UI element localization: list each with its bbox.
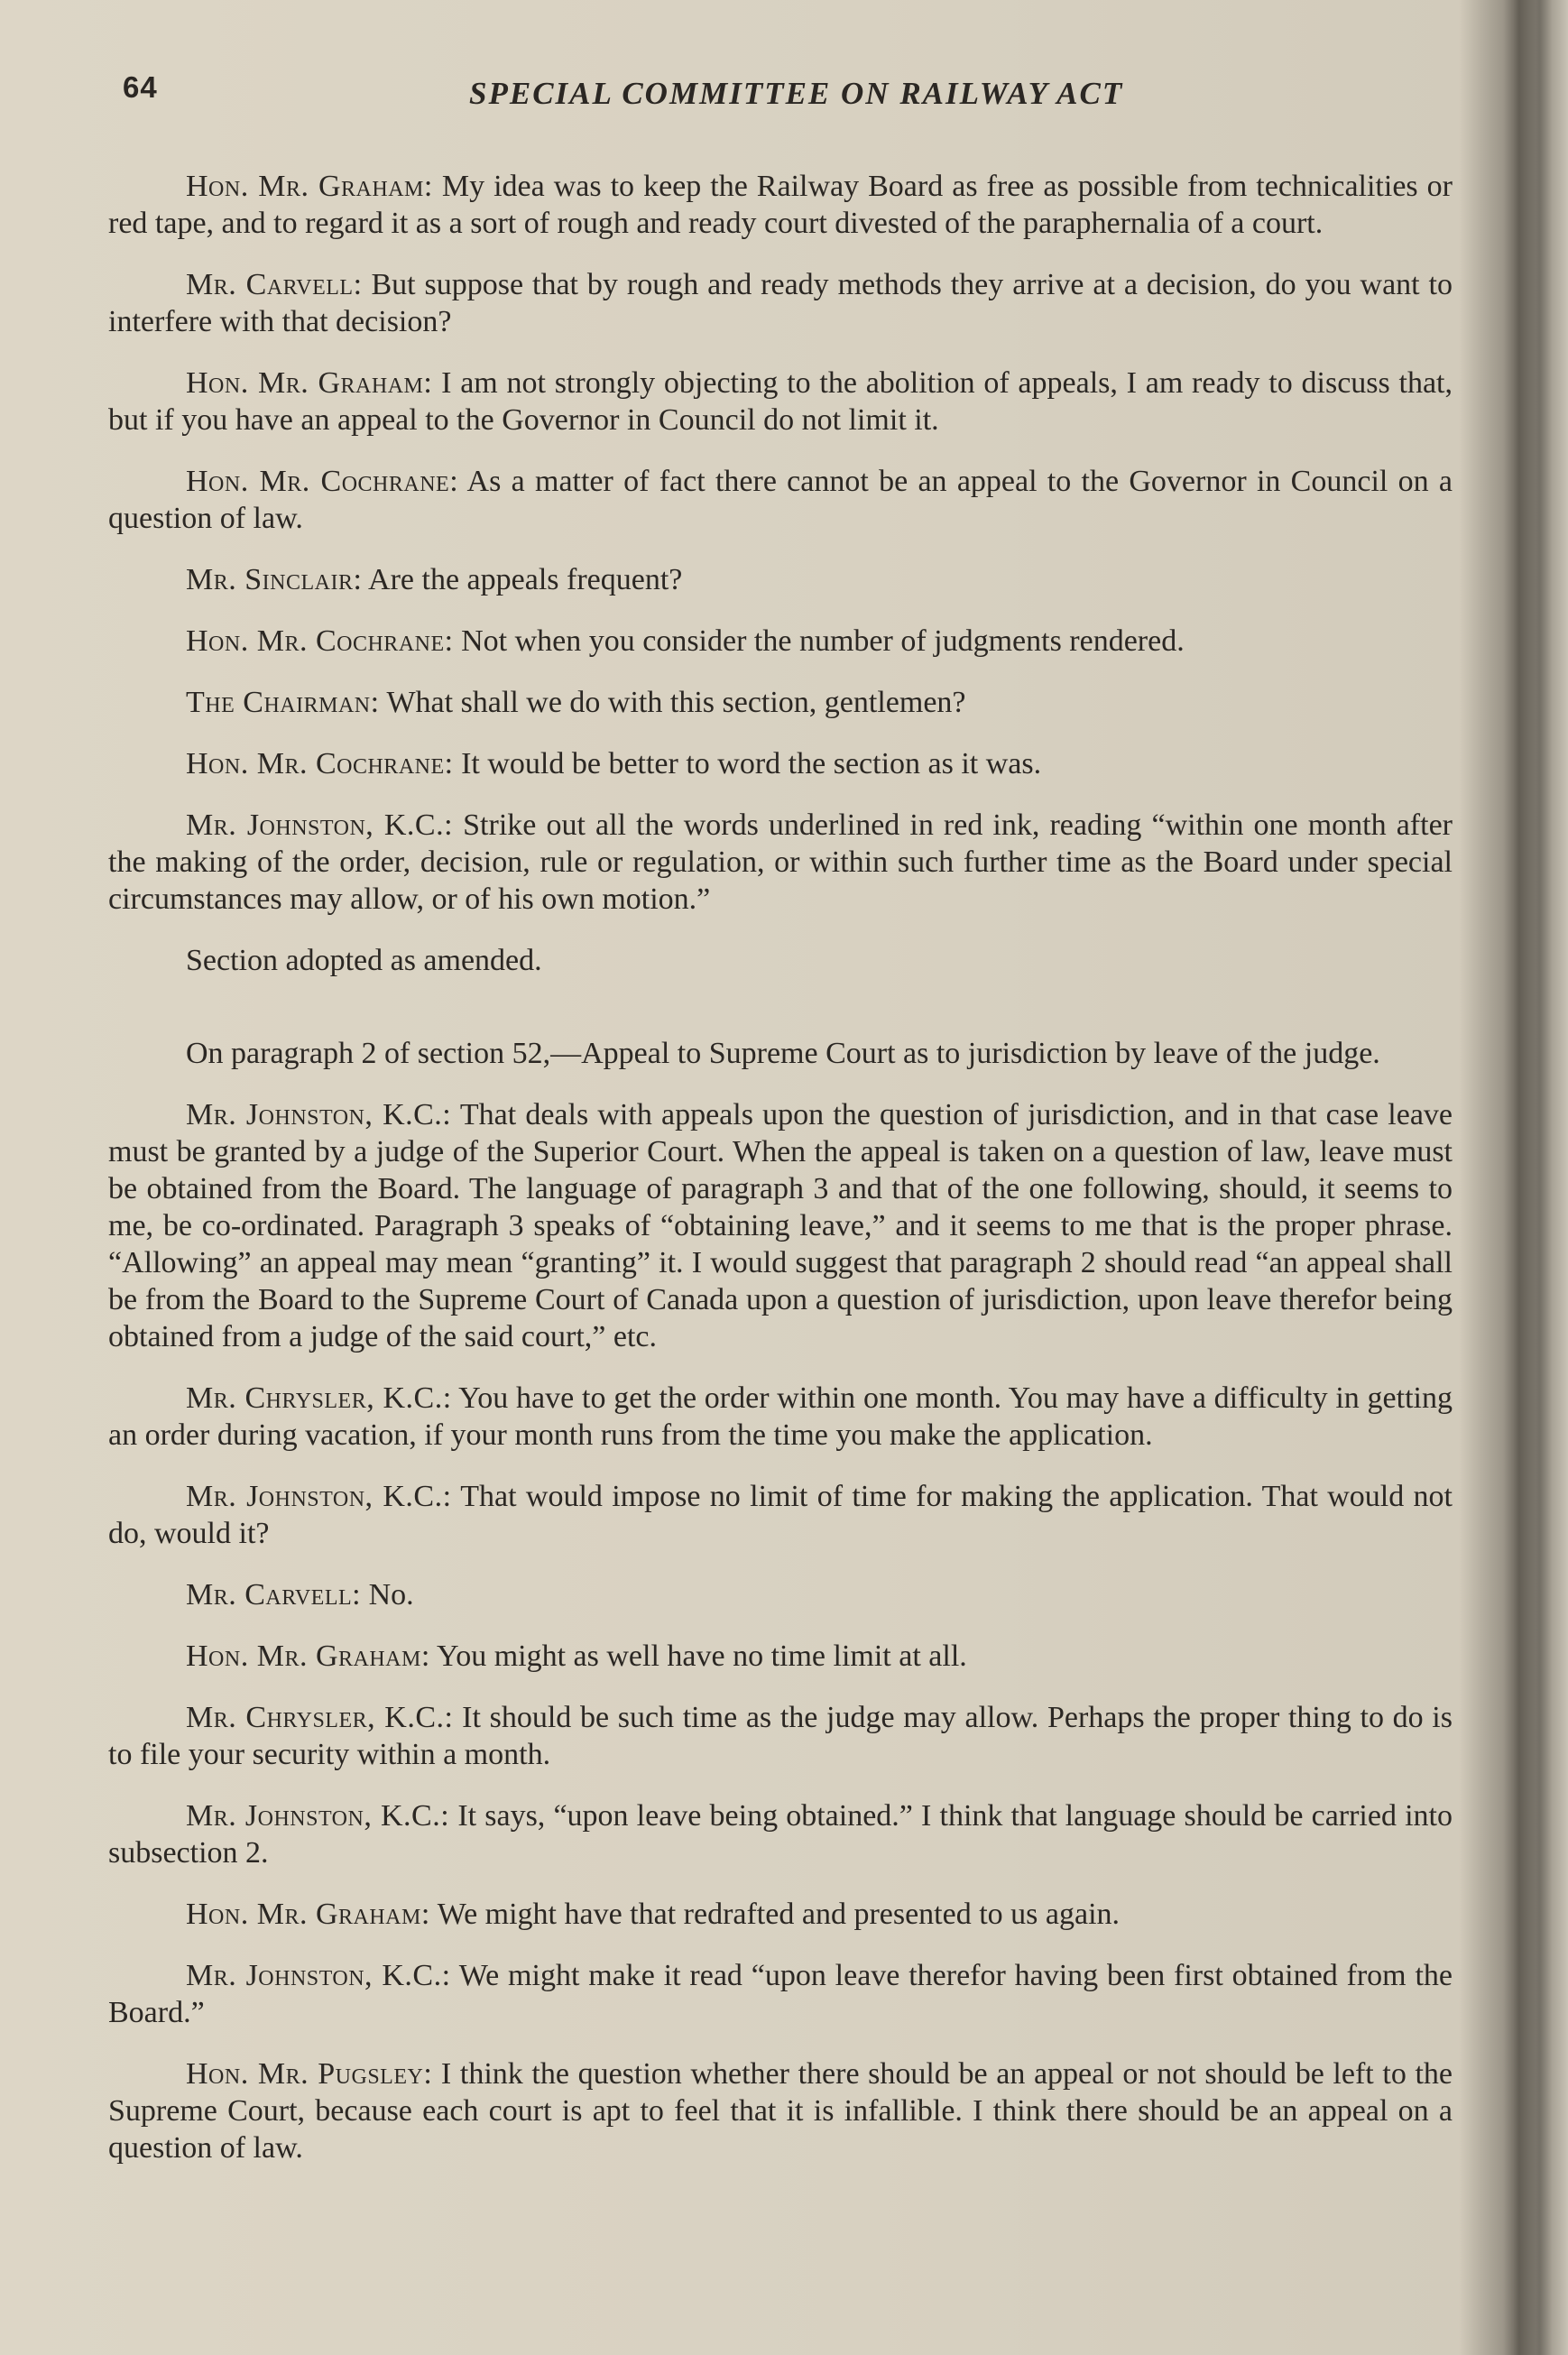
- paragraph: [108, 1957, 1453, 2031]
- paragraph-text: Not when you consider the number of judgments rendered.: [453, 624, 1185, 658]
- speaker-name: Hon. Mr. Graham:: [186, 1898, 430, 1931]
- paragraph: [108, 1576, 1453, 1613]
- section-note: [108, 942, 1453, 979]
- speaker-name: Mr. Carvell:: [186, 1578, 362, 1612]
- speaker-name: Mr. Sinclair:: [186, 563, 363, 596]
- paragraph: [108, 266, 1453, 340]
- paragraph: [108, 561, 1453, 598]
- paragraph: [108, 2055, 1453, 2166]
- speaker-name: Mr. Johnston, K.C.:: [186, 1799, 450, 1833]
- paragraph-text: You might as well have no time limit at all.: [429, 1639, 967, 1673]
- book-spine-shadow: [1460, 0, 1568, 2355]
- paragraph-text: On paragraph 2 of section 52,—Appeal to Supreme Court as to jurisdiction by leave of the judge.: [186, 1037, 1380, 1070]
- speaker-name: Hon. Mr. Cochrane:: [186, 624, 454, 658]
- paragraph-text: I am not strongly objecting to the abolition of appeals, I am ready to discuss that, but if you have an appeal to the Governor in Council do not limit it.: [108, 366, 1453, 437]
- page-header: [117, 70, 1453, 125]
- paragraph-text: We might make it read “upon leave therefor having been first obtained from the Board.”: [108, 1959, 1453, 2029]
- paragraph-text: Are the appeals frequent?: [362, 563, 683, 596]
- section-heading: [108, 1035, 1453, 1072]
- paragraph-text: What shall we do with this section, gentlemen?: [379, 686, 966, 719]
- paragraph-text: But suppose that by rough and ready methods they arrive at a decision, do you want to interfere with that decision?: [108, 268, 1453, 338]
- speaker-name: Hon. Mr. Cochrane:: [186, 465, 459, 498]
- speaker-name: Mr. Johnston, K.C.:: [186, 808, 454, 842]
- page-number: 64: [123, 70, 158, 104]
- paragraph: [108, 1896, 1453, 1933]
- paragraph-text: I think the question whether there should be an appeal or not should be left to the Supreme Court, because each court is apt to feel that it is infallible. I think there should be an appeal on a question of law.: [108, 2057, 1453, 2165]
- speaker-name: Mr. Johnston, K.C.:: [186, 1959, 451, 1992]
- speaker-name: Mr. Chrysler, K.C.:: [186, 1381, 452, 1415]
- speaker-name: Hon. Mr. Graham:: [186, 1639, 430, 1673]
- paragraph: [108, 1096, 1453, 1355]
- paragraph: [108, 365, 1453, 439]
- paragraph: [108, 1699, 1453, 1773]
- paragraph-text: Section adopted as amended.: [186, 944, 542, 977]
- running-head: SPECIAL COMMITTEE ON RAILWAY ACT: [469, 76, 1124, 111]
- paragraph-text: It says, “upon leave being obtained.” I think that language should be carried into subsection 2.: [108, 1799, 1453, 1870]
- paragraph: [108, 807, 1453, 918]
- paragraph-text: That would impose no limit of time for making the application. That would not do, would it?: [108, 1480, 1453, 1550]
- speaker-name: Mr. Carvell:: [186, 268, 363, 301]
- paragraph-text: You have to get the order within one month. You may have a difficulty in getting an order during vacation, if your month runs from the time you make the application.: [108, 1381, 1453, 1452]
- paragraph-text: As a matter of fact there cannot be an appeal to the Governor in Council on a question of law.: [108, 465, 1453, 535]
- speaker-name: Hon. Mr. Pugsley:: [186, 2057, 433, 2091]
- speaker-name: Hon. Mr. Cochrane:: [186, 747, 454, 780]
- paragraph: [108, 1478, 1453, 1552]
- speaker-name: Hon. Mr. Graham:: [186, 170, 433, 203]
- paragraph-text: No.: [361, 1578, 414, 1612]
- page-body: [108, 168, 1453, 2191]
- speaker-name: The Chairman:: [186, 686, 380, 719]
- speaker-name: Mr. Johnston, K.C.:: [186, 1098, 452, 1131]
- paragraph: [108, 745, 1453, 782]
- paragraph-text: It would be better to word the section as it was.: [453, 747, 1042, 780]
- speaker-name: Mr. Johnston, K.C.:: [186, 1480, 452, 1513]
- paragraph-text: My idea was to keep the Railway Board as free as possible from technicalities or red tape, and to regard it as a sort of rough and ready court divested of the paraphernalia of a court.: [108, 170, 1453, 240]
- paragraph: [108, 1380, 1453, 1454]
- paragraph: [108, 1638, 1453, 1675]
- paragraph-text: It should be such time as the judge may allow. Perhaps the proper thing to do is to file your security within a month.: [108, 1701, 1453, 1771]
- speaker-name: Mr. Chrysler, K.C.:: [186, 1701, 454, 1734]
- paragraph: [108, 463, 1453, 537]
- paragraph: [108, 1797, 1453, 1871]
- paragraph-text: Strike out all the words underlined in red ink, reading “within one month after the making of the order, decision, rule or regulation, or within such further time as the Board under special circumstances may allow, or of his own motion.”: [108, 808, 1453, 916]
- speaker-name: Hon. Mr. Graham:: [186, 366, 433, 400]
- paragraph: [108, 684, 1453, 721]
- paragraph: [108, 623, 1453, 660]
- paragraph-text: We might have that redrafted and presented to us again.: [429, 1898, 1121, 1931]
- paragraph: [108, 168, 1453, 242]
- paragraph-text: That deals with appeals upon the question of jurisdiction, and in that case leave must be granted by a judge of the Superior Court. When the appeal is taken on a question of law, leave must be obtained from the Board. The language of paragraph 3 and that of the one following, should, it seems to me, be co-ordinated. Paragraph 3 speaks of “obtaining leave,” and it seems to me that is the proper phrase. “Allowing” an appeal may mean “granting” it. I would suggest that paragraph 2 should read “an appeal shall be from the Board to the Supreme Court of Canada upon a question of jurisdiction, upon leave therefor being obtained from a judge of the said court,” etc.: [108, 1098, 1453, 1353]
